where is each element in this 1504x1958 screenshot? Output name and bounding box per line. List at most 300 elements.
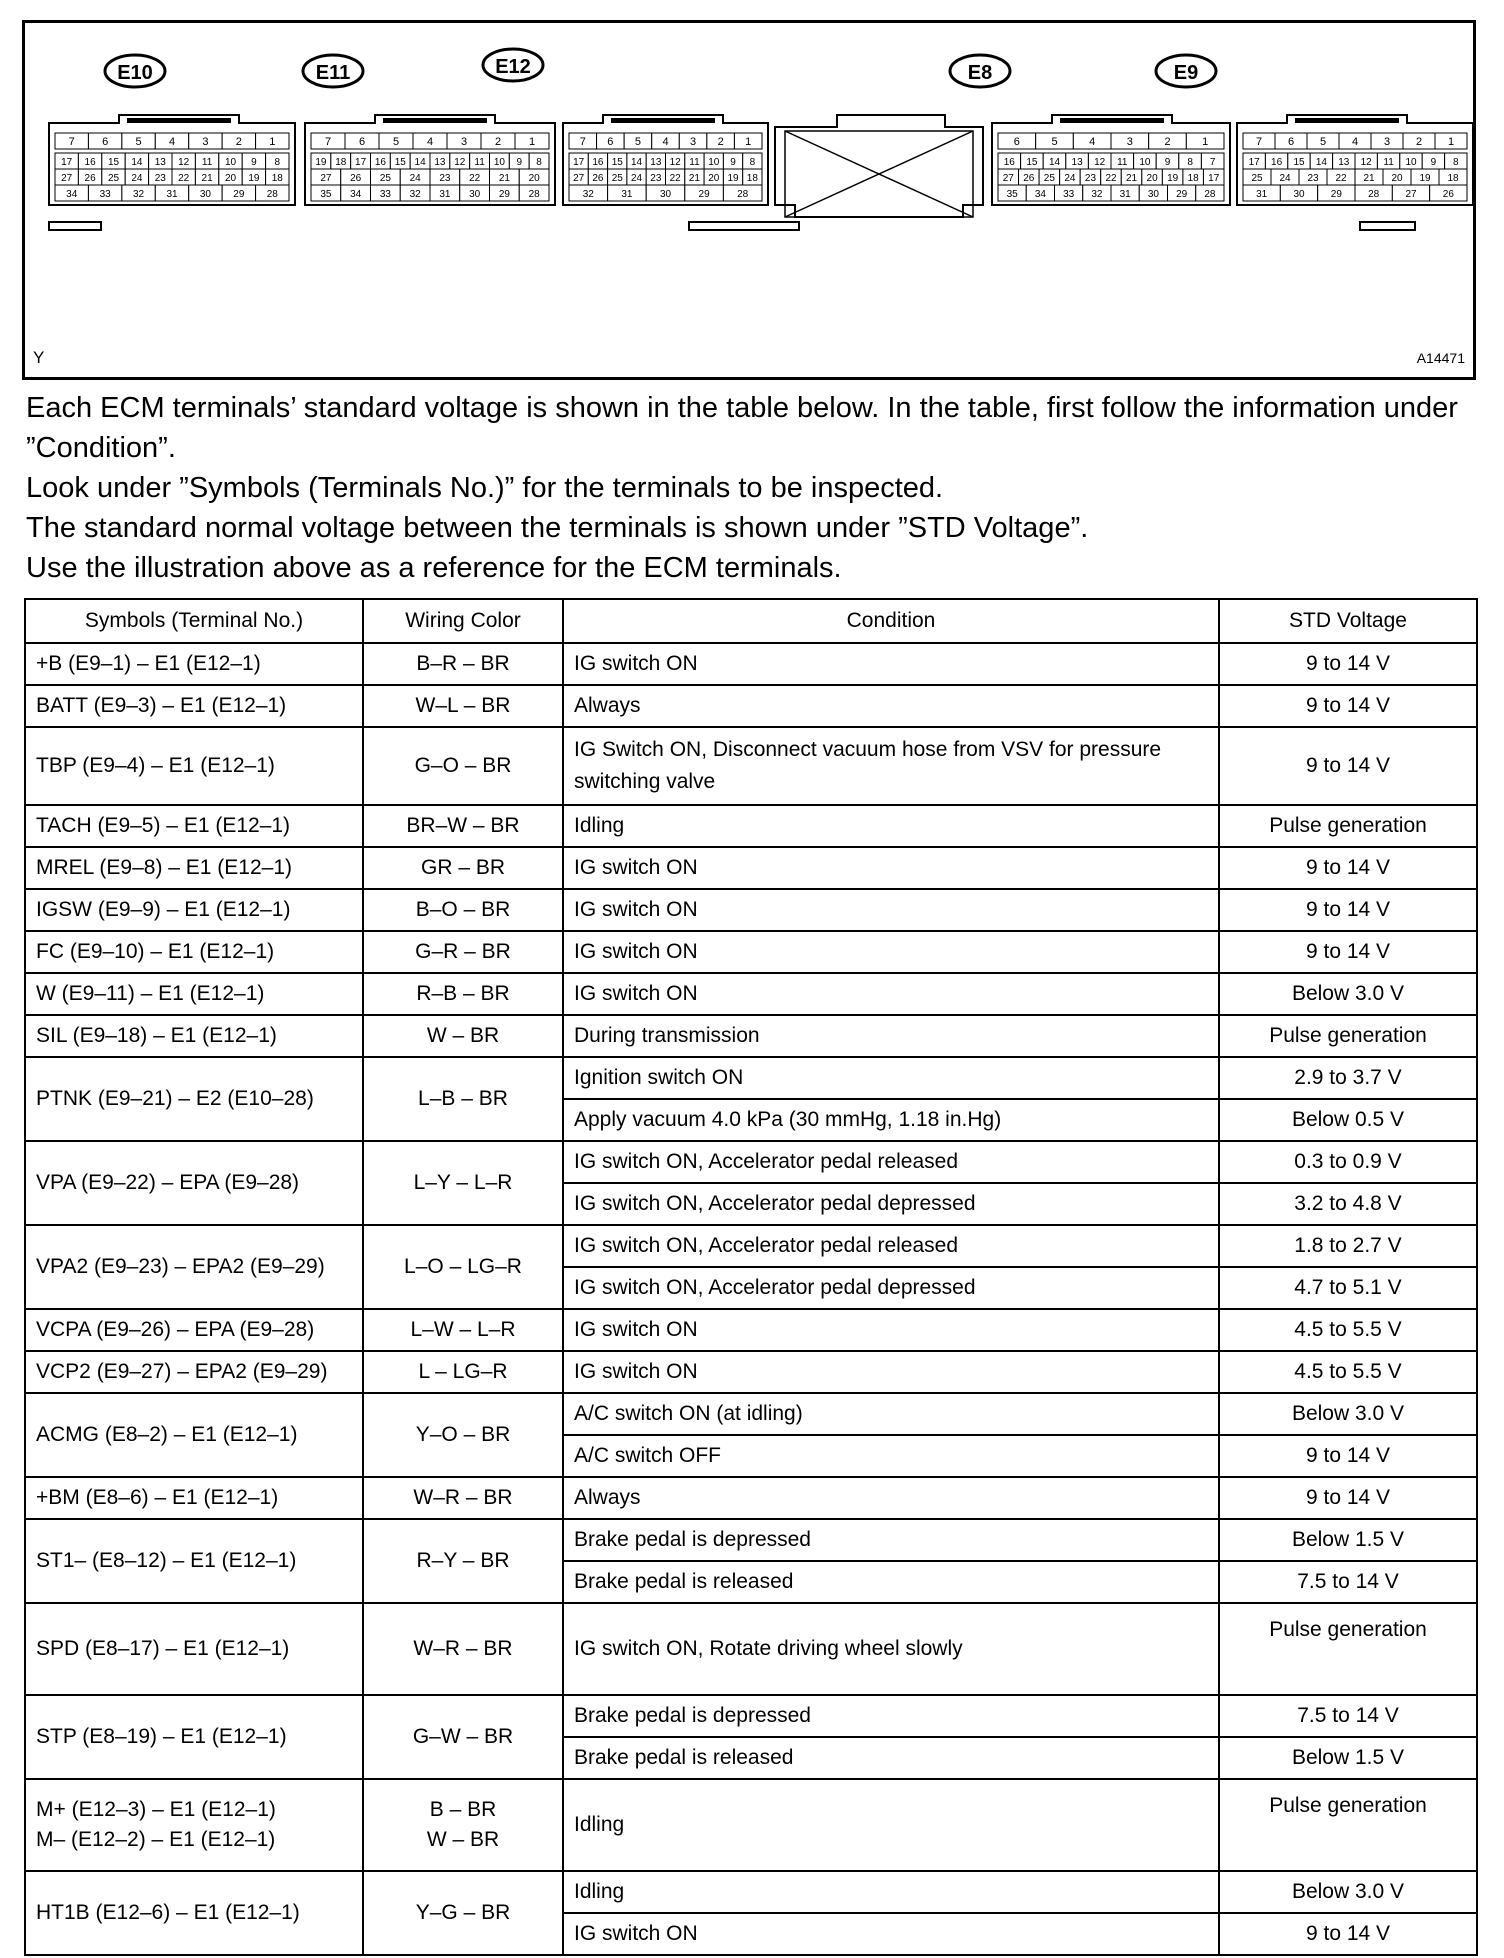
pin-number: 31: [439, 189, 451, 200]
pin-number: 23: [1084, 173, 1097, 184]
pin-number: 33: [99, 189, 111, 200]
intro-line-1: Each ECM terminals’ standard voltage is shown in the table below. In the table, first follow the information under ”Condition”.: [26, 392, 1458, 464]
pin-number: 6: [102, 136, 109, 148]
cell-std-voltage: 9 to 14 V: [1219, 1913, 1477, 1955]
pin-number: 31: [1119, 189, 1131, 200]
pin-number: 9: [516, 157, 523, 168]
cell-condition: IG switch ON: [563, 847, 1219, 889]
pin-number: 22: [1335, 173, 1347, 184]
cell-std-voltage: 3.2 to 4.8 V: [1219, 1183, 1477, 1225]
table-row: [25, 1871, 1477, 1913]
pin-number: 6: [1013, 136, 1020, 148]
pin-number: 24: [1064, 173, 1076, 184]
intro-line-4: Use the illustration above as a reference for the ECM terminals.: [26, 552, 842, 584]
cell-std-voltage: Below 0.5 V: [1219, 1099, 1477, 1141]
cell-symbol: ACMG (E8–2) – E1 (E12–1): [25, 1393, 363, 1477]
table-row: [25, 1225, 1477, 1267]
pin-number: 21: [1125, 173, 1138, 184]
pin-number: 2: [235, 136, 242, 148]
header-std-voltage: STD Voltage: [1219, 599, 1477, 643]
pin-number: 34: [350, 189, 362, 200]
pin-number: 23: [439, 173, 451, 184]
table-row: [25, 1141, 1477, 1183]
cell-std-voltage: 7.5 to 14 V: [1219, 1695, 1477, 1737]
cell-std-voltage: 9 to 14 V: [1219, 889, 1477, 931]
pin-number: 30: [659, 189, 672, 200]
cell-condition: IG switch ON: [563, 889, 1219, 931]
cell-symbol: +B (E9–1) – E1 (E12–1): [25, 643, 363, 685]
cell-condition: During transmission: [563, 1015, 1219, 1057]
pin-number: 3: [690, 136, 697, 148]
pin-number: 25: [1043, 173, 1055, 184]
pin-number: 27: [61, 173, 73, 184]
pin-number: 20: [528, 173, 540, 184]
cell-condition: IG switch ON: [563, 1309, 1219, 1351]
pin-number: 30: [199, 189, 211, 200]
pin-number: 18: [1187, 173, 1199, 184]
pin-number: 30: [1293, 189, 1305, 200]
intro-line-3: The standard normal voltage between the terminals is shown under ”STD Voltage”.: [26, 512, 1089, 544]
cell-symbol: VCP2 (E9–27) – EPA2 (E9–29): [25, 1351, 363, 1393]
pin-number: 35: [320, 189, 332, 200]
cell-condition: IG switch ON: [563, 643, 1219, 685]
pin-number: 27: [573, 173, 585, 184]
pin-number: 8: [749, 157, 756, 168]
cell-std-voltage: Below 3.0 V: [1219, 973, 1477, 1015]
cell-symbol: FC (E9–10) – E1 (E12–1): [25, 931, 363, 973]
table-row: [25, 643, 1477, 685]
pin-number: 28: [737, 189, 749, 200]
cell-symbol: W (E9–11) – E1 (E12–1): [25, 973, 363, 1015]
pin-number: 2: [494, 136, 502, 148]
cell-condition: Idling: [563, 1779, 1219, 1871]
table-row: [25, 805, 1477, 847]
pin-number: 19: [248, 173, 260, 184]
pin-number: 32: [1091, 189, 1103, 200]
header-wiring-color: Wiring Color: [363, 599, 563, 643]
cell-std-voltage: Pulse generation: [1219, 1603, 1477, 1695]
pin-number: 3: [1383, 136, 1391, 148]
pin-number: 13: [434, 157, 446, 168]
cell-condition: Ignition switch ON: [563, 1057, 1219, 1099]
pin-number: 24: [131, 173, 143, 184]
table-row: [25, 1603, 1477, 1695]
pin-number: 17: [1248, 157, 1260, 168]
cell-wiring-color: B–R – BR: [363, 643, 563, 685]
pin-number: 7: [1209, 157, 1216, 168]
cell-symbol: TACH (E9–5) – E1 (E12–1): [25, 805, 363, 847]
cell-std-voltage: Pulse generation: [1219, 805, 1477, 847]
pin-number: 24: [630, 173, 643, 184]
pin-number: 31: [166, 189, 178, 200]
cell-std-voltage: 9 to 14 V: [1219, 643, 1477, 685]
pin-number: 16: [84, 157, 96, 168]
connector-latch: [1060, 118, 1164, 123]
cell-wiring-color: G–R – BR: [363, 931, 563, 973]
pin-number: 28: [1204, 189, 1216, 200]
pin-number: 5: [135, 136, 142, 148]
connector-label: E12: [495, 56, 531, 78]
pin-number: 6: [358, 136, 366, 148]
cell-wiring-color: L–O – LG–R: [363, 1225, 563, 1309]
pin-number: 27: [1002, 173, 1014, 184]
pin-number: 10: [1139, 157, 1151, 168]
cell-std-voltage: 9 to 14 V: [1219, 931, 1477, 973]
cell-std-voltage: 9 to 14 V: [1219, 1477, 1477, 1519]
table-row: [25, 1057, 1477, 1099]
cell-std-voltage: Below 3.0 V: [1219, 1393, 1477, 1435]
pin-number: 16: [1003, 157, 1015, 168]
cell-std-voltage: 9 to 14 V: [1219, 685, 1477, 727]
cell-symbol: ST1– (E8–12) – E1 (E12–1): [25, 1519, 363, 1603]
cell-std-voltage: Below 1.5 V: [1219, 1519, 1477, 1561]
cell-symbol: TBP (E9–4) – E1 (E12–1): [25, 727, 363, 805]
pin-number: 16: [592, 157, 604, 168]
pin-number: 15: [1026, 157, 1038, 168]
cell-condition: Always: [563, 1477, 1219, 1519]
cell-condition: Brake pedal is released: [563, 1561, 1219, 1603]
cell-std-voltage: 9 to 14 V: [1219, 847, 1477, 889]
pin-number: 33: [1063, 189, 1075, 200]
pin-number: 1: [1202, 136, 1209, 148]
figure-id: A14471: [1416, 350, 1465, 366]
table-row: [25, 1695, 1477, 1737]
pin-number: 1: [528, 136, 536, 148]
pin-number: 5: [392, 136, 400, 148]
pin-number: 25: [107, 173, 120, 184]
cell-std-voltage: 9 to 14 V: [1219, 727, 1477, 805]
pin-number: 9: [1164, 157, 1171, 168]
cell-condition: Always: [563, 685, 1219, 727]
cell-wiring-color: R–B – BR: [363, 973, 563, 1015]
pin-number: 11: [1117, 157, 1128, 168]
cell-wiring-color: B – BR W – BR: [363, 1779, 563, 1871]
pin-number: 10: [493, 157, 505, 168]
cell-condition: IG switch ON, Accelerator pedal released: [563, 1225, 1219, 1267]
connector-label: E8: [967, 62, 993, 84]
cell-condition: IG switch ON: [563, 1913, 1219, 1955]
connector-rail: [1360, 222, 1415, 230]
cell-wiring-color: BR–W – BR: [363, 805, 563, 847]
cell-wiring-color: G–O – BR: [363, 727, 563, 805]
pin-number: 18: [746, 173, 758, 184]
pin-number: 9: [730, 157, 736, 168]
pin-number: 30: [469, 189, 481, 200]
pin-number: 26: [350, 173, 362, 184]
pin-number: 20: [224, 173, 237, 184]
pin-number: 25: [1251, 173, 1263, 184]
pin-number: 22: [178, 173, 190, 184]
cell-condition: IG switch ON, Rotate driving wheel slowly: [563, 1603, 1219, 1695]
pin-number: 16: [374, 157, 386, 168]
pin-number: 12: [454, 157, 466, 168]
pin-number: 5: [1051, 136, 1058, 148]
connector-latch: [383, 118, 487, 123]
cell-symbol: SIL (E9–18) – E1 (E12–1): [25, 1015, 363, 1057]
cell-symbol: M+ (E12–3) – E1 (E12–1) M– (E12–2) – E1 (E12–1): [25, 1779, 363, 1871]
cell-condition: IG switch ON: [563, 931, 1219, 973]
connector-label: E9: [1173, 62, 1199, 84]
intro-line-2: Look under ”Symbols (Terminals No.)” for the terminals to be inspected.: [26, 472, 944, 504]
pin-number: 18: [271, 173, 283, 184]
pin-number: 7: [324, 136, 332, 148]
pin-number: 8: [536, 157, 542, 168]
table-row: [25, 1351, 1477, 1393]
pin-number: 15: [1293, 157, 1305, 168]
cell-wiring-color: L–W – L–R: [363, 1309, 563, 1351]
cell-symbol: VPA (E9–22) – EPA (E9–28): [25, 1141, 363, 1225]
pin-number: 11: [201, 157, 213, 168]
pin-number: 3: [202, 136, 209, 148]
table-row: [25, 1015, 1477, 1057]
pin-number: 25: [611, 173, 623, 184]
pin-number: 24: [1279, 173, 1291, 184]
pin-number: 15: [611, 157, 623, 168]
cell-condition: Brake pedal is depressed: [563, 1519, 1219, 1561]
table-row: [25, 931, 1477, 973]
cell-symbol: SPD (E8–17) – E1 (E12–1): [25, 1603, 363, 1695]
cell-std-voltage: 4.5 to 5.5 V: [1219, 1309, 1477, 1351]
pin-number: 13: [154, 157, 166, 168]
pin-number: 4: [426, 136, 434, 148]
pin-number: 15: [394, 157, 406, 168]
header-condition: Condition: [563, 599, 1219, 643]
pin-number: 8: [1187, 157, 1193, 168]
table-row: [25, 1477, 1477, 1519]
cell-condition: Idling: [563, 1871, 1219, 1913]
pin-number: 4: [662, 136, 669, 148]
pin-number: 31: [621, 189, 633, 200]
pin-number: 17: [573, 157, 585, 168]
ecm-voltage-table: [24, 598, 1478, 1956]
table-header-row: [25, 599, 1477, 643]
pin-number: 21: [688, 173, 701, 184]
cell-condition: Idling: [563, 805, 1219, 847]
pin-number: 19: [315, 157, 327, 168]
pin-number: 32: [409, 189, 421, 200]
pin-number: 19: [727, 173, 739, 184]
cell-symbol: PTNK (E9–21) – E2 (E10–28): [25, 1057, 363, 1141]
connector-latch: [127, 118, 231, 123]
cell-std-voltage: 4.7 to 5.1 V: [1219, 1267, 1477, 1309]
pin-number: 12: [669, 157, 681, 168]
pin-number: 7: [1255, 136, 1263, 148]
pin-number: 25: [379, 173, 391, 184]
cell-symbol: +BM (E8–6) – E1 (E12–1): [25, 1477, 363, 1519]
pin-number: 33: [379, 189, 391, 200]
connector-latch: [1295, 118, 1399, 123]
pin-number: 13: [650, 157, 662, 168]
pin-number: 9: [1430, 157, 1437, 168]
cell-wiring-color: W – BR: [363, 1015, 563, 1057]
cell-symbol: IGSW (E9–9) – E1 (E12–1): [25, 889, 363, 931]
pin-number: 26: [592, 173, 604, 184]
pin-number: 6: [1287, 136, 1295, 148]
pin-number: 23: [154, 173, 166, 184]
pin-number: 14: [630, 157, 643, 168]
cell-wiring-color: Y–G – BR: [363, 1871, 563, 1955]
pin-number: 35: [1006, 189, 1018, 200]
pin-number: 7: [68, 136, 75, 148]
corner-label: Y: [33, 348, 45, 367]
pin-number: 28: [1368, 189, 1380, 200]
pin-number: 1: [745, 136, 752, 148]
pin-number: 1: [1447, 136, 1455, 148]
cell-condition: IG switch ON: [563, 973, 1219, 1015]
pin-number: 22: [469, 173, 481, 184]
pin-number: 28: [266, 189, 278, 200]
cell-symbol: HT1B (E12–6) – E1 (E12–1): [25, 1871, 363, 1955]
pin-number: 32: [133, 189, 145, 200]
cell-symbol: STP (E8–19) – E1 (E12–1): [25, 1695, 363, 1779]
table-row: [25, 727, 1477, 805]
pin-number: 19: [1167, 173, 1179, 184]
pin-number: 7: [579, 136, 586, 148]
cell-std-voltage: Pulse generation: [1219, 1015, 1477, 1057]
header-symbols: Symbols (Terminal No.): [25, 599, 363, 643]
cell-condition: A/C switch ON (at idling): [563, 1393, 1219, 1435]
connector-illustration: [25, 23, 1473, 377]
pin-number: 6: [607, 136, 614, 148]
table-row: [25, 685, 1477, 727]
pin-number: 20: [1391, 173, 1403, 184]
cell-symbol: BATT (E9–3) – E1 (E12–1): [25, 685, 363, 727]
pin-number: 12: [1360, 157, 1372, 168]
pin-number: 20: [1146, 173, 1158, 184]
table-row: [25, 1393, 1477, 1435]
table-row: [25, 973, 1477, 1015]
pin-number: 13: [1071, 157, 1083, 168]
pin-number: 8: [274, 157, 281, 168]
cell-wiring-color: L – LG–R: [363, 1351, 563, 1393]
cell-std-voltage: Pulse generation: [1219, 1779, 1477, 1871]
cell-std-voltage: 2.9 to 3.7 V: [1219, 1057, 1477, 1099]
pin-number: 11: [474, 157, 485, 168]
intro-text: [26, 388, 1486, 588]
pin-number: 21: [201, 173, 213, 184]
cell-condition: IG switch ON, Accelerator pedal released: [563, 1141, 1219, 1183]
cell-std-voltage: Below 1.5 V: [1219, 1737, 1477, 1779]
cell-symbol: VCPA (E9–26) – EPA (E9–28): [25, 1309, 363, 1351]
cell-condition: A/C switch OFF: [563, 1435, 1219, 1477]
pin-number: 5: [1319, 136, 1327, 148]
pin-number: 17: [61, 157, 73, 168]
cell-wiring-color: R–Y – BR: [363, 1519, 563, 1603]
connector-latch: [611, 118, 715, 123]
pin-number: 23: [650, 173, 662, 184]
pin-number: 34: [66, 189, 78, 200]
cell-wiring-color: GR – BR: [363, 847, 563, 889]
pin-number: 29: [498, 189, 510, 200]
pin-number: 13: [1338, 157, 1350, 168]
ecm-connector-diagram: [22, 20, 1476, 380]
cell-std-voltage: 7.5 to 14 V: [1219, 1561, 1477, 1603]
pin-number: 17: [355, 157, 367, 168]
pin-number: 14: [131, 157, 143, 168]
cell-std-voltage: Below 3.0 V: [1219, 1871, 1477, 1913]
pin-number: 27: [320, 173, 332, 184]
cell-wiring-color: L–B – BR: [363, 1057, 563, 1141]
pin-number: 4: [1089, 136, 1096, 148]
pin-number: 14: [1315, 157, 1327, 168]
table-row: [25, 1309, 1477, 1351]
pin-number: 21: [498, 173, 510, 184]
cell-wiring-color: G–W – BR: [363, 1695, 563, 1779]
pin-number: 14: [1048, 157, 1061, 168]
pin-number: 4: [168, 136, 176, 148]
cell-condition: Brake pedal is depressed: [563, 1695, 1219, 1737]
connector-label: E10: [117, 62, 153, 84]
pin-number: 24: [409, 173, 421, 184]
pin-number: 2: [1415, 136, 1423, 148]
pin-number: 29: [233, 189, 245, 200]
pin-number: 34: [1034, 189, 1046, 200]
cell-condition: Apply vacuum 4.0 kPa (30 mmHg, 1.18 in.Hg): [563, 1099, 1219, 1141]
pin-number: 2: [1164, 136, 1171, 148]
pin-number: 10: [708, 157, 720, 168]
connector-label: E11: [315, 62, 351, 84]
cell-wiring-color: L–Y – L–R: [363, 1141, 563, 1225]
pin-number: 31: [1256, 189, 1268, 200]
pin-number: 22: [669, 173, 681, 184]
pin-number: 3: [460, 136, 468, 148]
pin-number: 14: [414, 157, 426, 168]
pin-number: 17: [1208, 173, 1220, 184]
connector-rail: [689, 222, 799, 230]
pin-number: 4: [1351, 136, 1359, 148]
cell-condition: IG switch ON, Accelerator pedal depressed: [563, 1183, 1219, 1225]
cell-wiring-color: W–R – BR: [363, 1603, 563, 1695]
cell-std-voltage: 4.5 to 5.5 V: [1219, 1351, 1477, 1393]
pin-number: 22: [1105, 173, 1117, 184]
pin-number: 29: [698, 189, 710, 200]
pin-number: 8: [1453, 157, 1459, 168]
cell-condition: Brake pedal is released: [563, 1737, 1219, 1779]
cell-wiring-color: B–O – BR: [363, 889, 563, 931]
cell-std-voltage: 9 to 14 V: [1219, 1435, 1477, 1477]
table-row: [25, 1779, 1477, 1871]
pin-number: 27: [1405, 189, 1417, 200]
pin-number: 10: [1405, 157, 1417, 168]
cell-symbol: VPA2 (E9–23) – EPA2 (E9–29): [25, 1225, 363, 1309]
pin-number: 5: [634, 136, 641, 148]
pin-number: 18: [1447, 173, 1459, 184]
pin-number: 29: [1176, 189, 1188, 200]
pin-number: 15: [107, 157, 120, 168]
cell-condition: IG switch ON: [563, 1351, 1219, 1393]
pin-number: 29: [1330, 189, 1342, 200]
pin-number: 9: [251, 157, 257, 168]
cell-wiring-color: W–R – BR: [363, 1477, 563, 1519]
pin-number: 26: [84, 173, 96, 184]
connector-rail: [49, 222, 101, 230]
cell-std-voltage: 1.8 to 2.7 V: [1219, 1225, 1477, 1267]
pin-number: 12: [178, 157, 190, 168]
pin-number: 20: [708, 173, 720, 184]
pin-number: 19: [1419, 173, 1431, 184]
pin-number: 32: [582, 189, 594, 200]
pin-number: 12: [1094, 157, 1106, 168]
table-row: [25, 847, 1477, 889]
pin-number: 16: [1271, 157, 1283, 168]
pin-number: 18: [335, 157, 347, 168]
cell-condition: IG Switch ON, Disconnect vacuum hose from VSV for pressure switching valve: [563, 727, 1219, 805]
pin-number: 26: [1442, 189, 1454, 200]
pin-number: 11: [1383, 157, 1394, 168]
table-row: [25, 1519, 1477, 1561]
pin-number: 26: [1023, 173, 1035, 184]
cell-wiring-color: Y–O – BR: [363, 1393, 563, 1477]
